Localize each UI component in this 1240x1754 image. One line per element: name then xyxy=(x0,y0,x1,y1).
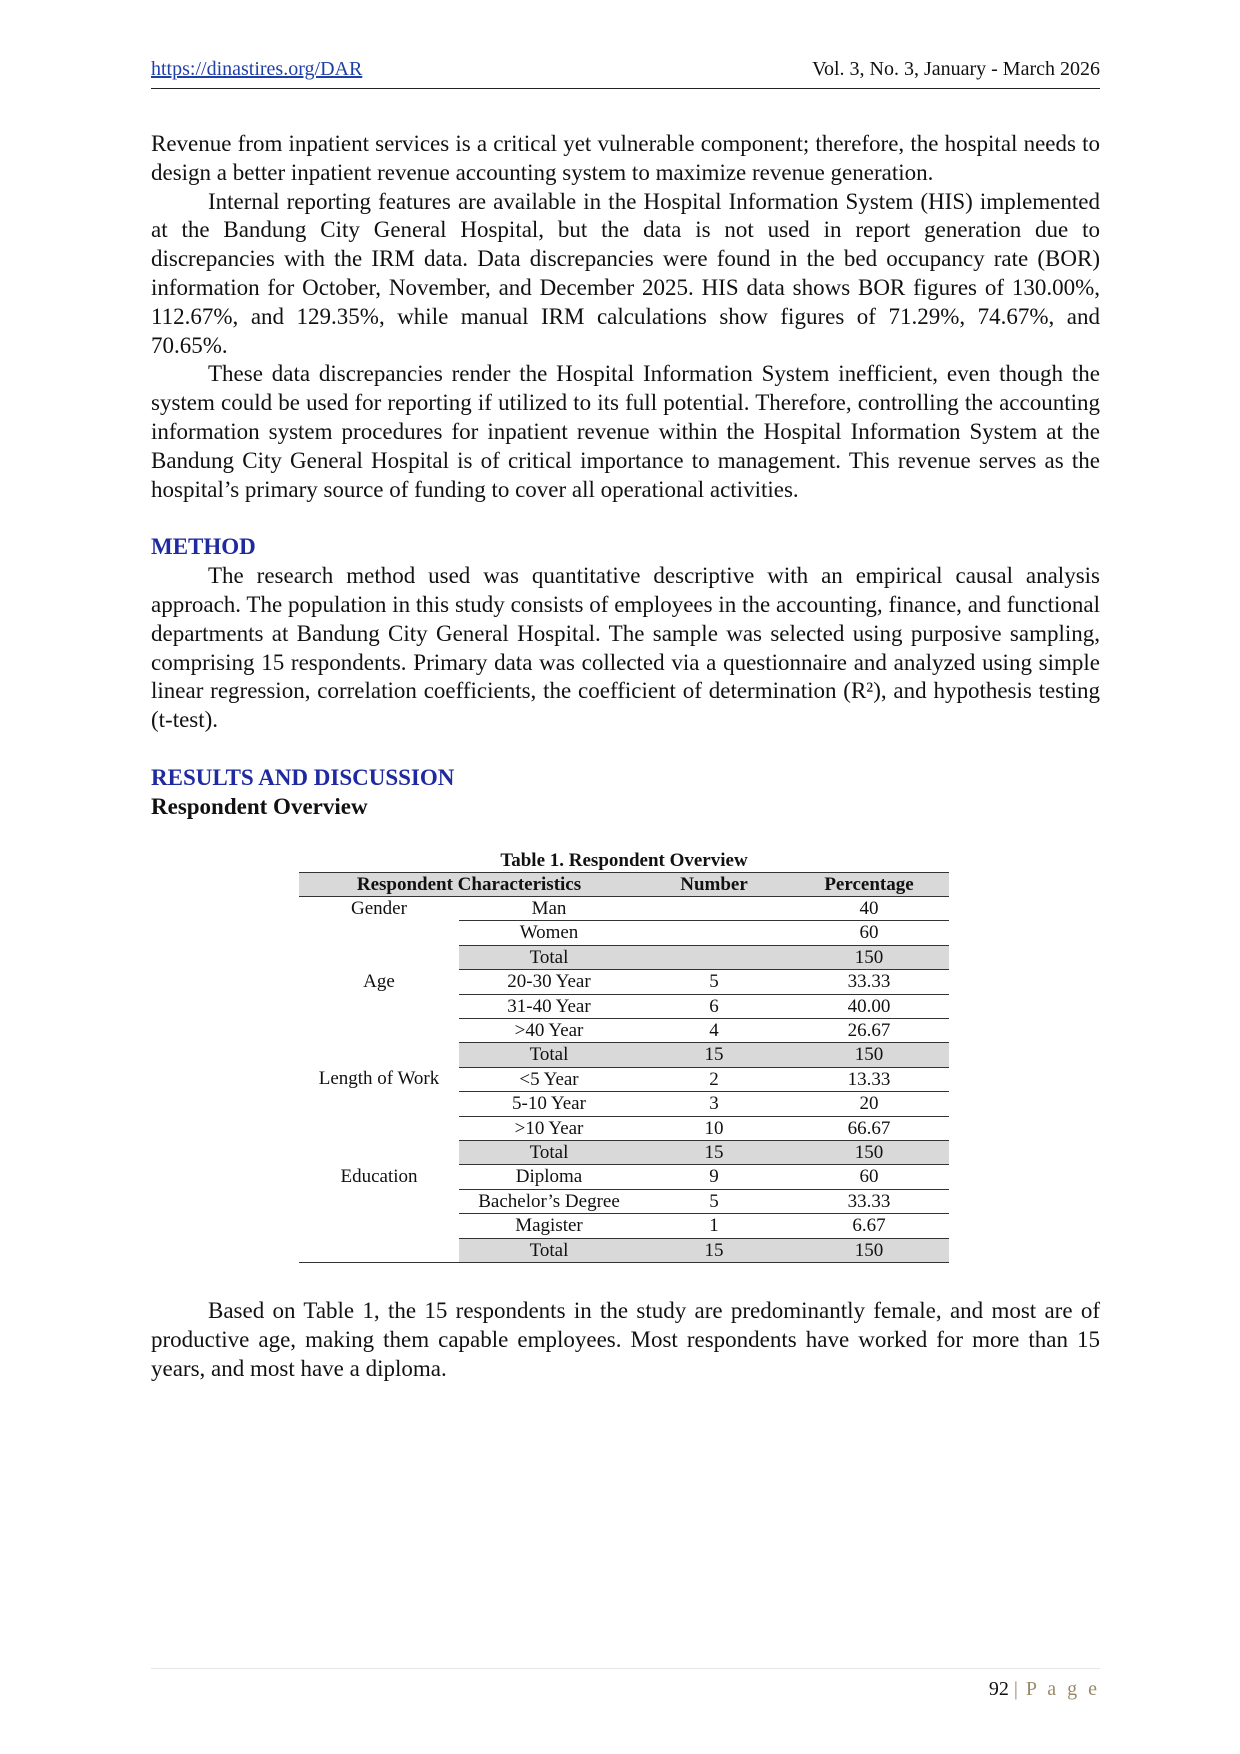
row-percentage: 60 xyxy=(789,1165,949,1189)
page-number: 92 xyxy=(988,1678,1009,1700)
column-header-characteristics: Respondent Characteristics xyxy=(299,872,639,896)
row-label: Total xyxy=(459,1238,639,1262)
group-label: Education xyxy=(299,1165,459,1263)
row-number: 10 xyxy=(639,1116,789,1140)
row-percentage: 66.67 xyxy=(789,1116,949,1140)
footer-divider xyxy=(151,1668,1100,1669)
row-label: 20-30 Year xyxy=(459,970,639,994)
respondent-overview-table xyxy=(299,872,949,1264)
row-number: 15 xyxy=(639,1043,789,1067)
row-percentage: 150 xyxy=(789,945,949,969)
row-percentage: 150 xyxy=(789,1238,949,1262)
group-label: Length of Work xyxy=(318,1068,440,1090)
column-header-percentage: Percentage xyxy=(789,872,949,896)
page-header xyxy=(151,58,1100,89)
row-number: 5 xyxy=(639,1189,789,1213)
row-percentage: 26.67 xyxy=(789,1018,949,1042)
row-number xyxy=(639,896,789,920)
row-percentage: 150 xyxy=(789,1043,949,1067)
page-word: P a g e xyxy=(1025,1678,1100,1700)
row-percentage: 13.33 xyxy=(789,1067,949,1091)
row-number: 15 xyxy=(639,1238,789,1262)
group-label: Age xyxy=(363,970,395,992)
respondent-table-container xyxy=(299,850,949,1264)
table-row xyxy=(299,1067,949,1091)
row-percentage: 60 xyxy=(789,921,949,945)
row-number: 1 xyxy=(639,1214,789,1238)
row-percentage: 33.33 xyxy=(789,1189,949,1213)
row-number xyxy=(639,921,789,945)
table-row xyxy=(299,896,949,920)
table-header-row xyxy=(299,872,949,896)
row-number: 2 xyxy=(639,1067,789,1091)
heading-method: METHOD xyxy=(151,534,256,560)
row-label: Total xyxy=(459,945,639,969)
row-label: Women xyxy=(459,921,639,945)
table-caption: Table 1. Respondent Overview xyxy=(500,849,748,871)
row-label: Total xyxy=(459,1141,639,1165)
page-separator: | xyxy=(1013,1678,1021,1700)
row-number: 15 xyxy=(639,1141,789,1165)
column-header-number: Number xyxy=(639,872,789,896)
row-label: 31-40 Year xyxy=(459,994,639,1018)
row-label: Bachelor’s Degree xyxy=(459,1189,639,1213)
table-row xyxy=(299,970,949,994)
row-number xyxy=(639,945,789,969)
row-number: 5 xyxy=(639,970,789,994)
row-label: <5 Year xyxy=(459,1067,639,1091)
row-number: 3 xyxy=(639,1092,789,1116)
row-label: Man xyxy=(459,896,639,920)
journal-url-link[interactable]: https://dinastires.org/DAR xyxy=(151,58,363,80)
page-footer xyxy=(989,1678,1100,1701)
row-label: >40 Year xyxy=(459,1018,639,1042)
row-number: 4 xyxy=(639,1018,789,1042)
group-label: Gender xyxy=(351,897,407,919)
table-row xyxy=(299,1165,949,1189)
row-percentage: 40.00 xyxy=(789,994,949,1018)
row-percentage: 150 xyxy=(789,1141,949,1165)
row-label: Diploma xyxy=(459,1165,639,1189)
row-label: Magister xyxy=(459,1214,639,1238)
row-number: 6 xyxy=(639,994,789,1018)
paragraph-table-discussion: Based on Table 1, the 15 respondents in the study are predominantly female, and most are of productive age, making them capable employees. Most respondents have worked for more than 15 years, and most have a diploma. xyxy=(151,1298,1100,1381)
paragraph-his-reporting: Internal reporting features are available in the Hospital Information System (HIS) implemented at the Bandung City General Hospital, but the data is not used in report generation due to discrepancies with the IRM data. Data discrepancies were found in the bed occupancy rate (BOR) information for October, November, and December 2025. HIS data shows BOR figures of 130.00%, 112.67%, and 129.35%, while manual IRM calculations show figures of 71.29%, 74.67%, and 70.65%. xyxy=(151,188,1100,358)
volume-info: Vol. 3, No. 3, January - March 2026 xyxy=(812,58,1100,80)
row-percentage: 6.67 xyxy=(789,1214,949,1238)
page-content xyxy=(151,130,1100,1383)
paragraph-method: The research method used was quantitative descriptive with an empirical causal analysis approach. The population in this study consists of employees in the accounting, finance, and functional departments at Bandung City General Hospital. The sample was selected using purposive sampling, comprising 15 respondents. Primary data was collected via a questionnaire and analyzed using simple linear regression, correlation coefficients, the coefficient of determination (R²), and hypothesis testing (t-test). xyxy=(151,563,1100,733)
row-label: 5-10 Year xyxy=(459,1092,639,1116)
subheading-respondent-overview: Respondent Overview xyxy=(151,793,368,819)
row-number: 9 xyxy=(639,1165,789,1189)
row-label: >10 Year xyxy=(459,1116,639,1140)
row-label: Total xyxy=(459,1043,639,1067)
paragraph-discrepancies: These data discrepancies render the Hospital Information System inefficient, even though the system could be used for reporting if utilized to its full potential. Therefore, controlling the accounting information system procedures for inpatient revenue within the Hospital Information System at the Bandung City General Hospital is of critical importance to management. This revenue serves as the hospital’s primary source of funding to cover all operational activities. xyxy=(151,361,1100,502)
row-percentage: 40 xyxy=(789,896,949,920)
paragraph-revenue: Revenue from inpatient services is a critical yet vulnerable component; therefore, the hospital needs to design a better inpatient revenue accounting system to maximize revenue generation. xyxy=(151,131,1100,185)
row-percentage: 33.33 xyxy=(789,970,949,994)
heading-results: RESULTS AND DISCUSSION xyxy=(151,764,455,790)
row-percentage: 20 xyxy=(789,1092,949,1116)
